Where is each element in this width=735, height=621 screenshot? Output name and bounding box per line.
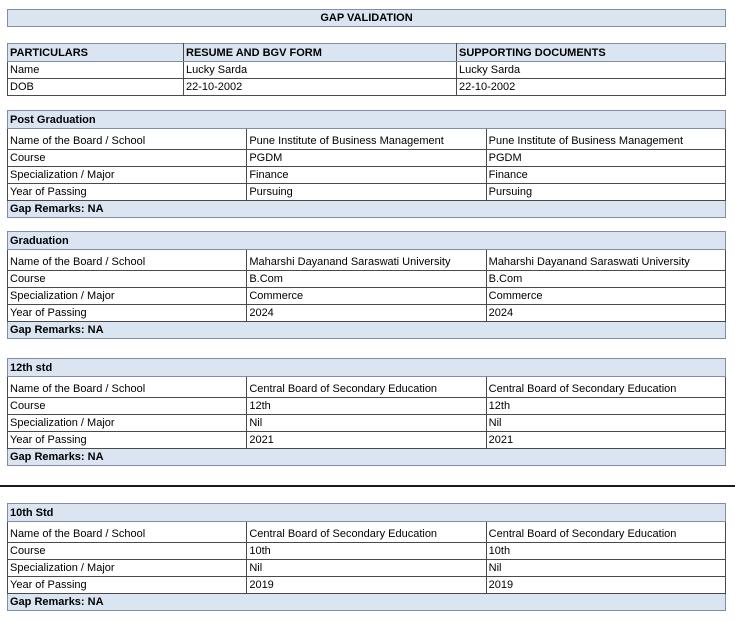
row-label: Name of the Board / School	[8, 377, 247, 398]
header-documents: SUPPORTING DOCUMENTS	[457, 44, 726, 62]
row-resume-value: 10th	[247, 543, 486, 560]
row-label: Year of Passing	[8, 577, 247, 594]
row-resume-value: Commerce	[247, 288, 486, 305]
row-docs-value: Maharshi Dayanand Saraswati University	[486, 250, 725, 271]
row-resume-value: Lucky Sarda	[184, 62, 457, 79]
row-label: Name of the Board / School	[8, 129, 247, 150]
table-row	[8, 250, 726, 271]
table-row	[8, 79, 726, 96]
row-docs-value: Nil	[486, 560, 725, 577]
row-docs-value: 2024	[486, 305, 725, 322]
table-row	[8, 577, 726, 594]
row-docs-value: Central Board of Secondary Education	[486, 522, 725, 543]
row-resume-value: Pune Institute of Business Management	[247, 129, 486, 150]
row-docs-value: Lucky Sarda	[457, 62, 726, 79]
row-docs-value: Central Board of Secondary Education	[486, 377, 725, 398]
row-docs-value: Nil	[486, 415, 725, 432]
table-row	[8, 432, 726, 449]
row-label: Name of the Board / School	[8, 250, 247, 271]
row-label: Course	[8, 543, 247, 560]
section-heading: 10th Std	[8, 504, 726, 522]
row-docs-value: 22-10-2002	[457, 79, 726, 96]
row-resume-value: Nil	[247, 560, 486, 577]
row-resume-value: 22-10-2002	[184, 79, 457, 96]
row-docs-value: 2021	[486, 432, 725, 449]
gap-remarks: Gap Remarks: NA	[8, 201, 726, 218]
table-row	[8, 415, 726, 432]
page-title: GAP VALIDATION	[7, 9, 726, 27]
row-resume-value: Pursuing	[247, 184, 486, 201]
row-label: Year of Passing	[8, 184, 247, 201]
table-row	[8, 150, 726, 167]
row-resume-value: 2021	[247, 432, 486, 449]
table-row	[8, 288, 726, 305]
row-docs-value: 12th	[486, 398, 725, 415]
table-row	[8, 398, 726, 415]
table-header-row	[8, 44, 726, 62]
row-resume-value: Maharshi Dayanand Saraswati University	[247, 250, 486, 271]
header-particulars: PARTICULARS	[8, 44, 184, 62]
section-heading: 12th std	[8, 359, 726, 377]
table-row	[8, 62, 726, 79]
section-graduation	[7, 231, 726, 339]
header-resume: RESUME AND BGV FORM	[184, 44, 457, 62]
row-label: Year of Passing	[8, 305, 247, 322]
row-docs-value: 2019	[486, 577, 725, 594]
row-label: Specialization / Major	[8, 167, 247, 184]
section-12th-std	[7, 358, 726, 466]
gap-remarks: Gap Remarks: NA	[8, 449, 726, 466]
gap-remarks: Gap Remarks: NA	[8, 322, 726, 339]
row-label: Year of Passing	[8, 432, 247, 449]
table-row	[8, 377, 726, 398]
row-label: DOB	[8, 79, 184, 96]
table-row	[8, 129, 726, 150]
row-docs-value: Commerce	[486, 288, 725, 305]
gap-remarks: Gap Remarks: NA	[8, 594, 726, 611]
row-resume-value: Central Board of Secondary Education	[247, 377, 486, 398]
section-10th-std	[7, 503, 726, 611]
section-post-graduation	[7, 110, 726, 218]
particulars-table	[7, 43, 726, 96]
row-resume-value: 2019	[247, 577, 486, 594]
table-row	[8, 271, 726, 288]
row-resume-value: Nil	[247, 415, 486, 432]
row-resume-value: 12th	[247, 398, 486, 415]
table-row	[8, 305, 726, 322]
row-label: Course	[8, 398, 247, 415]
row-label: Name	[8, 62, 184, 79]
table-row	[8, 184, 726, 201]
row-label: Specialization / Major	[8, 288, 247, 305]
row-label: Course	[8, 150, 247, 167]
section-heading: Graduation	[8, 232, 726, 250]
table-row	[8, 167, 726, 184]
row-docs-value: Finance	[486, 167, 725, 184]
row-resume-value: PGDM	[247, 150, 486, 167]
row-label: Name of the Board / School	[8, 522, 247, 543]
table-row	[8, 522, 726, 543]
row-resume-value: Central Board of Secondary Education	[247, 522, 486, 543]
row-resume-value: Finance	[247, 167, 486, 184]
table-row	[8, 543, 726, 560]
row-docs-value: B.Com	[486, 271, 725, 288]
row-docs-value: 10th	[486, 543, 725, 560]
section-heading: Post Graduation	[8, 111, 726, 129]
row-docs-value: Pursuing	[486, 184, 725, 201]
row-docs-value: Pune Institute of Business Management	[486, 129, 725, 150]
row-label: Specialization / Major	[8, 560, 247, 577]
row-label: Specialization / Major	[8, 415, 247, 432]
row-resume-value: 2024	[247, 305, 486, 322]
row-docs-value: PGDM	[486, 150, 725, 167]
table-row	[8, 560, 726, 577]
row-resume-value: B.Com	[247, 271, 486, 288]
row-label: Course	[8, 271, 247, 288]
section-divider	[0, 485, 735, 487]
